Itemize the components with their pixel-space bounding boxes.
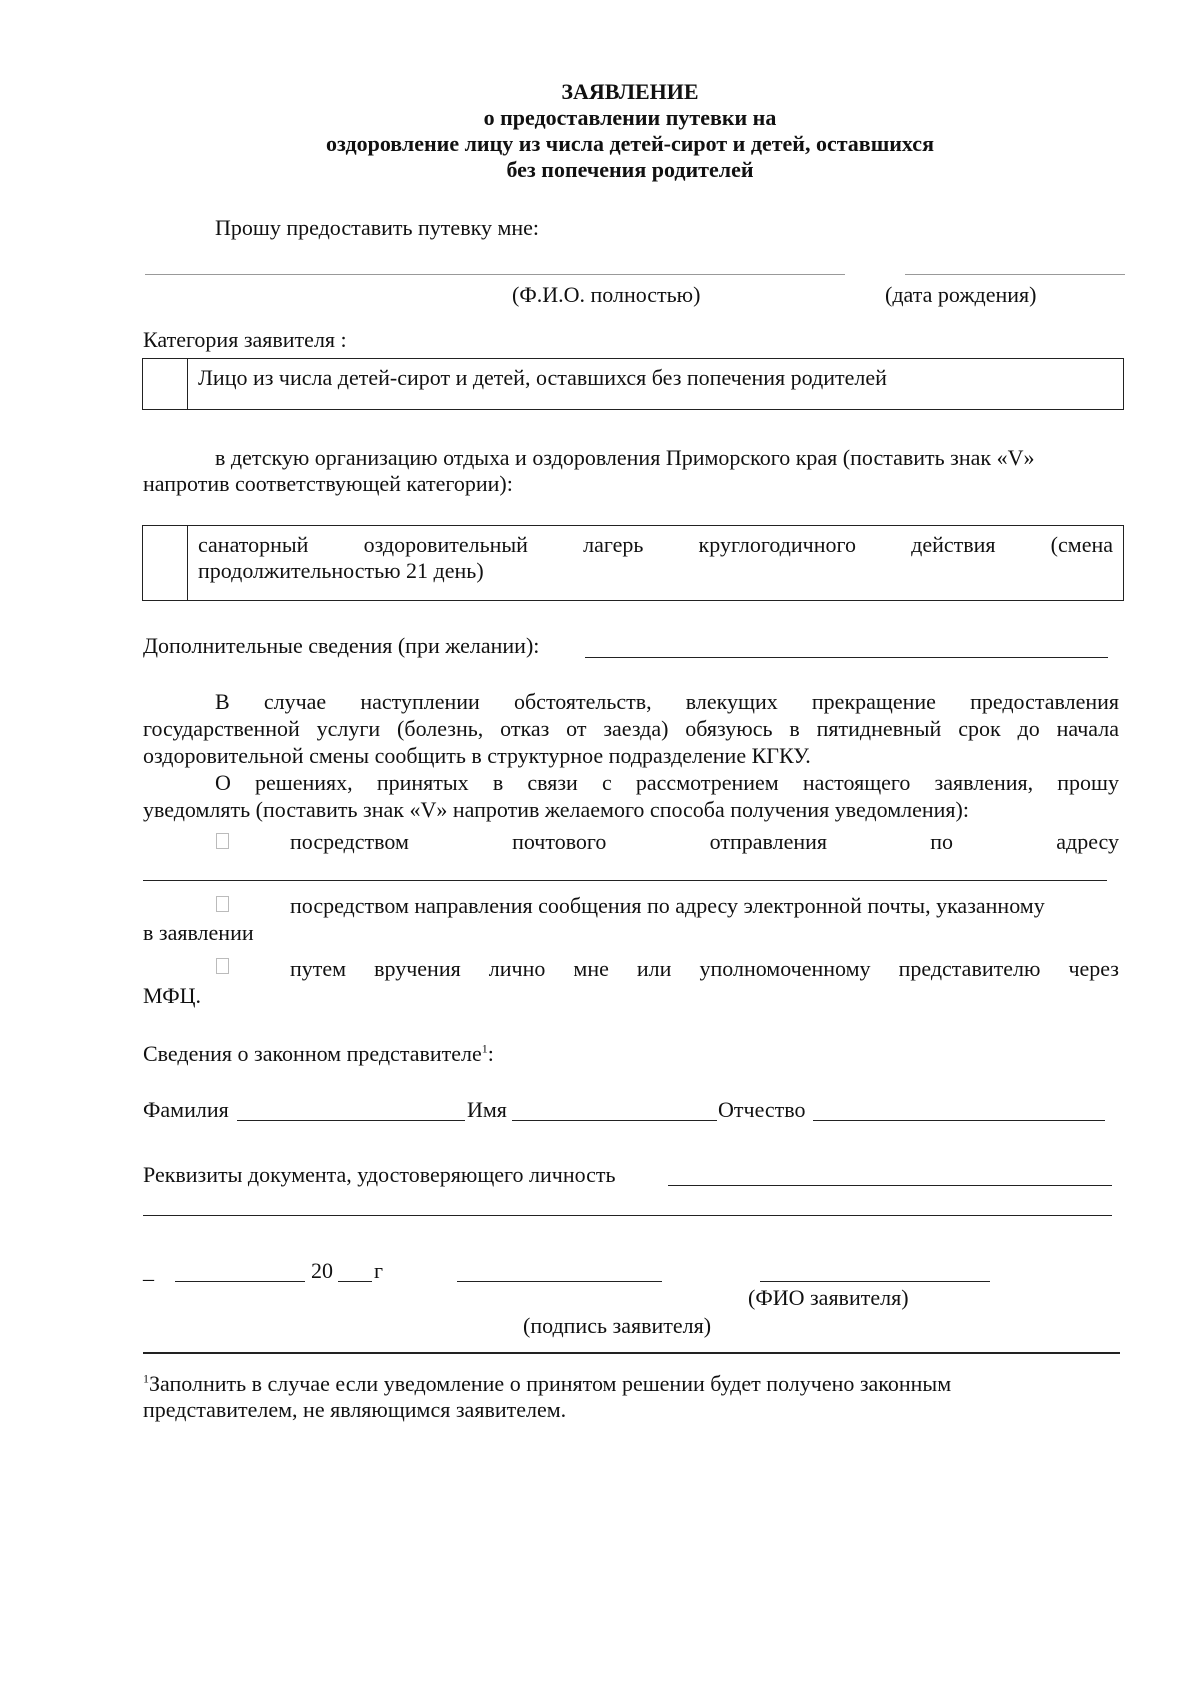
identity-document-field-line-2[interactable] — [143, 1215, 1112, 1216]
mfc-option-line-1: путем вручения лично мне или уполномоченному представителю через — [290, 956, 1119, 981]
document-subtitle-line-1: о предоставлении путевки на — [483, 105, 777, 130]
fio-field[interactable] — [145, 274, 845, 275]
mail-address-field[interactable] — [143, 880, 1107, 881]
footnote-text-1: Заполнить в случае если уведомление о принятом решении будет получено законным — [149, 1371, 952, 1396]
camp-option-cell — [188, 526, 1124, 601]
surname-field[interactable] — [237, 1120, 465, 1121]
name-label: Имя — [467, 1097, 507, 1122]
organization-text-line-2: напротив соответствующей категории): — [143, 471, 513, 496]
obligation-line-1: В случае наступлении обстоятельств, влекущих прекращение предоставления — [215, 689, 1119, 714]
document-subtitle-line-2: оздоровление лицу из числа детей-сирот и детей, оставшихся — [326, 131, 934, 156]
mfc-option-checkbox[interactable] — [216, 958, 229, 974]
obligation-line-3: оздоровительной смены сообщить в структурное подразделение КГКУ. — [143, 743, 811, 768]
birth-date-caption: (дата рождения) — [885, 282, 1037, 307]
date-day-month-field[interactable] — [175, 1281, 305, 1282]
request-text: Прошу предоставить путевку мне: — [215, 215, 540, 240]
footnote-mark: 1 — [143, 1371, 149, 1386]
applicant-name-field[interactable] — [760, 1281, 990, 1282]
birth-date-field[interactable] — [905, 274, 1125, 275]
mfc-option-line-2: МФЦ. — [143, 983, 202, 1008]
date-dash: _ — [143, 1258, 154, 1283]
email-option-line-1: посредством направления сообщения по адресу электронной почты, указанному — [290, 893, 1045, 918]
category-option-text: Лицо из числа детей-сирот и детей, оставшихся без попечения родителей — [188, 359, 1124, 410]
mail-option-text: посредством почтового отправления по адресу — [290, 829, 1119, 854]
identity-document-field[interactable] — [668, 1185, 1112, 1186]
email-option-checkbox[interactable] — [216, 896, 229, 912]
signature-caption: (подпись заявителя) — [523, 1313, 712, 1338]
additional-info-label: Дополнительные сведения (при желании): — [143, 633, 540, 658]
camp-checkbox-cell[interactable] — [143, 526, 188, 601]
category-table — [142, 358, 1124, 410]
patronymic-label: Отчество — [718, 1097, 806, 1122]
category-label: Категория заявителя : — [143, 327, 347, 352]
date-year-prefix: 20 — [311, 1258, 333, 1283]
footnote-reference: 1 — [481, 1041, 488, 1056]
date-year-suffix: г — [374, 1258, 384, 1283]
date-year-field[interactable] — [338, 1281, 372, 1282]
category-checkbox-cell[interactable] — [143, 359, 188, 410]
email-option-line-2: в заявлении — [143, 920, 254, 945]
obligation-line-2: государственной услуги (болезнь, отказ от заезда) обязуюсь в пятидневный срок до начала — [143, 716, 1119, 741]
camp-option-line-1: санаторный оздоровительный лагерь круглогодичного действия (смена — [198, 532, 1113, 557]
identity-document-label: Реквизиты документа, удостоверяющего личность — [143, 1162, 616, 1187]
representative-label-text: Сведения о законном представителе — [143, 1041, 482, 1066]
document-subtitle-line-3: без попечения родителей — [506, 157, 754, 182]
notify-line-2: уведомлять (поставить знак «V» напротив желаемого способа получения уведомления): — [143, 797, 969, 822]
document-title: ЗАЯВЛЕНИЕ — [561, 79, 699, 104]
footnote-line-1 — [143, 1371, 951, 1397]
additional-info-field[interactable] — [585, 657, 1108, 658]
fio-caption: (Ф.И.О. полностью) — [512, 282, 701, 307]
camp-table — [142, 525, 1124, 601]
footnote-line-2: представителем, не являющимся заявителем. — [143, 1397, 567, 1422]
patronymic-field[interactable] — [813, 1120, 1105, 1121]
applicant-name-caption: (ФИО заявителя) — [748, 1285, 909, 1310]
signature-field[interactable] — [457, 1281, 662, 1282]
footnote-separator — [143, 1352, 1120, 1354]
notify-line-1: О решениях, принятых в связи с рассмотрением настоящего заявления, прошу — [215, 770, 1119, 795]
name-field[interactable] — [512, 1120, 717, 1121]
representative-label — [143, 1041, 494, 1067]
mail-option-checkbox[interactable] — [216, 833, 229, 849]
camp-option-line-2: продолжительностью 21 день) — [198, 558, 484, 583]
organization-text-line-1: в детскую организацию отдыха и оздоровления Приморского края (поставить знак «V» — [215, 445, 1035, 470]
surname-label: Фамилия — [143, 1097, 229, 1122]
representative-label-colon: : — [487, 1041, 494, 1066]
